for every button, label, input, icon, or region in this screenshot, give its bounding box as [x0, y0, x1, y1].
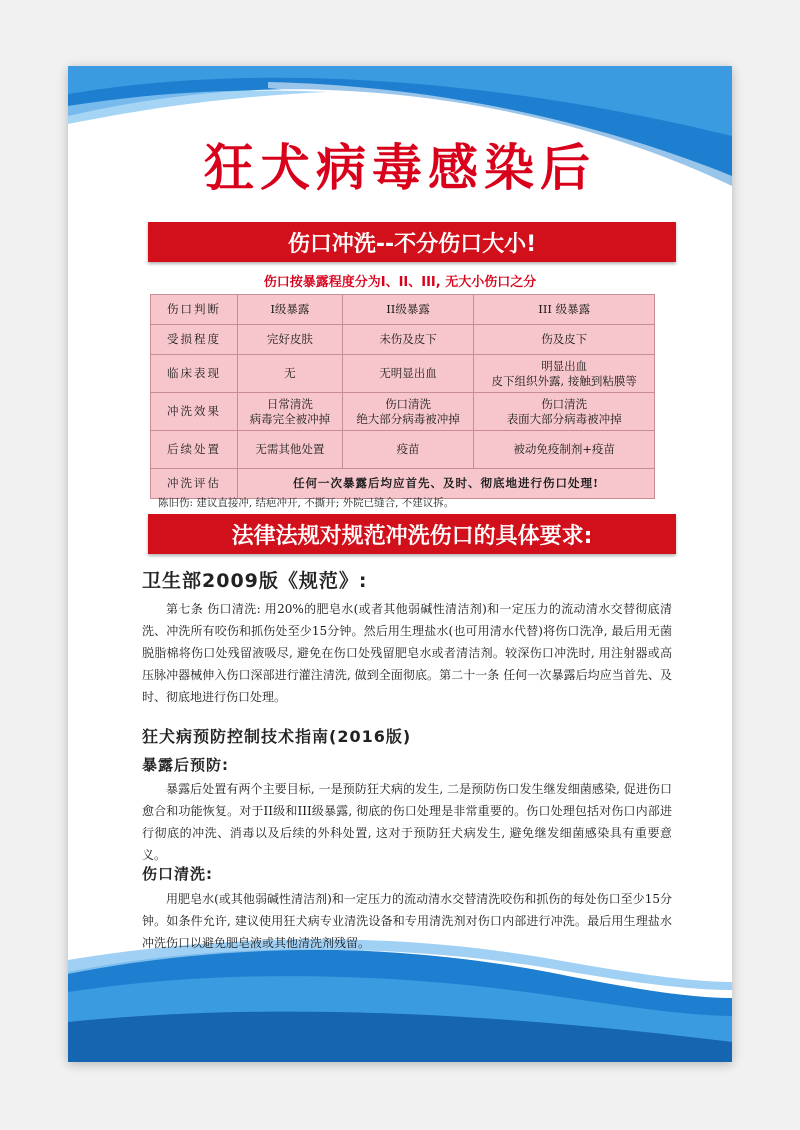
exposure-table [150, 294, 655, 499]
table-cell: 被动免疫制剂+疫苗 [474, 431, 655, 469]
cell-line: 日常清洗 [266, 397, 313, 412]
cell-line: 伤口清洗 [385, 397, 432, 412]
standard-heading: 卫生部2009版《规范》: [142, 570, 368, 592]
cell-line: 皮下组织外露, 接触到粘膜等 [491, 373, 637, 388]
post-exposure-heading: 暴露后预防: [142, 756, 229, 774]
wound-cleaning-paragraph: 用肥皂水(或其他弱碱性清洁剂)和一定压力的流动清水交替清洗咬伤和抓伤的每处伤口至少15分钟。如条件允许, 建议使用狂犬病专业清洗设备和专用清洗剂对伤口内部进行冲洗。最后用生理盐水冲洗伤口以避免肥皂液或其他清洗剂残留。 [142, 892, 672, 950]
flush-banner-text: 伤口冲洗--不分伤口大小! [287, 231, 537, 257]
table-header-row [151, 295, 655, 325]
table-header-cell: III 级暴露 [474, 295, 655, 325]
post-exposure-paragraph: 暴露后处置有两个主要目标, 一是预防狂犬病的发生, 二是预防伤口发生继发细菌感染, 促进伤口愈合和功能恢复。对于II级和III级暴露, 彻底的伤口处理是非常重要的。伤口处理包括对伤口内部进行彻底的冲洗、消毒以及后续的外科处置, 这对于预防狂犬病发生, 避免继发细菌感染具有重要意义。 [142, 782, 672, 862]
row-label: 后续处置 [151, 431, 238, 469]
table-row [151, 325, 655, 355]
old-wound-note: 陈旧伤: 建议直接冲, 结疤冲开, 不撕开; 外院已缝合, 不建议拆。 [158, 497, 455, 509]
table-cell: 无 [238, 355, 343, 393]
table-header-cell: II级暴露 [342, 295, 474, 325]
table-cell: 疫苗 [342, 431, 474, 469]
table-row [151, 355, 655, 393]
table-cell: 未伤及皮下 [342, 325, 474, 355]
guide-heading: 狂犬病预防控制技术指南(2016版) [142, 727, 412, 746]
table-header-cell: 伤口判断 [151, 295, 238, 325]
table-cell [474, 393, 655, 431]
table-row [151, 469, 655, 499]
cell-line: 病毒完全被冲掉 [249, 411, 331, 426]
row-label: 临床表现 [151, 355, 238, 393]
table-header-cell: I级暴露 [238, 295, 343, 325]
law-banner [148, 514, 676, 554]
classify-note: 伤口按暴露程度分为I、II、III, 无大小伤口之分 [263, 275, 537, 290]
table-cell [238, 393, 343, 431]
row-label: 受损程度 [151, 325, 238, 355]
law-banner-text: 法律法规对规范冲洗伤口的具体要求: [231, 523, 593, 549]
table-cell-wide: 任何一次暴露后均应首先、及时、彻底地进行伤口处理! [238, 469, 655, 499]
table-row [151, 393, 655, 431]
table-cell [474, 355, 655, 393]
cell-line: 伤口清洗 [541, 397, 588, 412]
table-cell: 完好皮肤 [238, 325, 343, 355]
cell-line: 表面大部分病毒被冲掉 [506, 411, 622, 426]
exposure-table-wrap [150, 294, 655, 499]
flush-banner [148, 222, 676, 262]
cell-line: 明显出血 [541, 359, 588, 374]
standard-paragraph: 第七条 伤口清洗: 用20%的肥皂水(或者其他弱碱性清洁剂)和一定压力的流动清水交替彻底清洗、冲洗所有咬伤和抓伤处至少15分钟。然后用生理盐水(也可用清水代替)将伤口洗净, 最后用无菌脱脂棉将伤口处残留液吸尽, 避免在伤口处残留肥皂水或者清洁剂。较深伤口冲洗时, 用注射器或高压脉冲器械伸入伤口深部进行灌注清洗, 做到全面彻底。第二十一条 任何一次暴露后均应当首先、及时、彻底地进行伤口处理。 [142, 602, 672, 704]
table-row [151, 431, 655, 469]
table-cell [342, 393, 474, 431]
cell-line: 绝大部分病毒被冲掉 [356, 411, 460, 426]
poster-title: 狂犬病毒感染后 [204, 139, 596, 197]
table-cell: 伤及皮下 [474, 325, 655, 355]
wound-cleaning-heading: 伤口清洗: [142, 865, 213, 883]
table-cell: 无明显出血 [342, 355, 474, 393]
row-label: 冲洗评估 [151, 469, 238, 499]
row-label: 冲洗效果 [151, 393, 238, 431]
table-cell: 无需其他处置 [238, 431, 343, 469]
poster [68, 66, 732, 1062]
